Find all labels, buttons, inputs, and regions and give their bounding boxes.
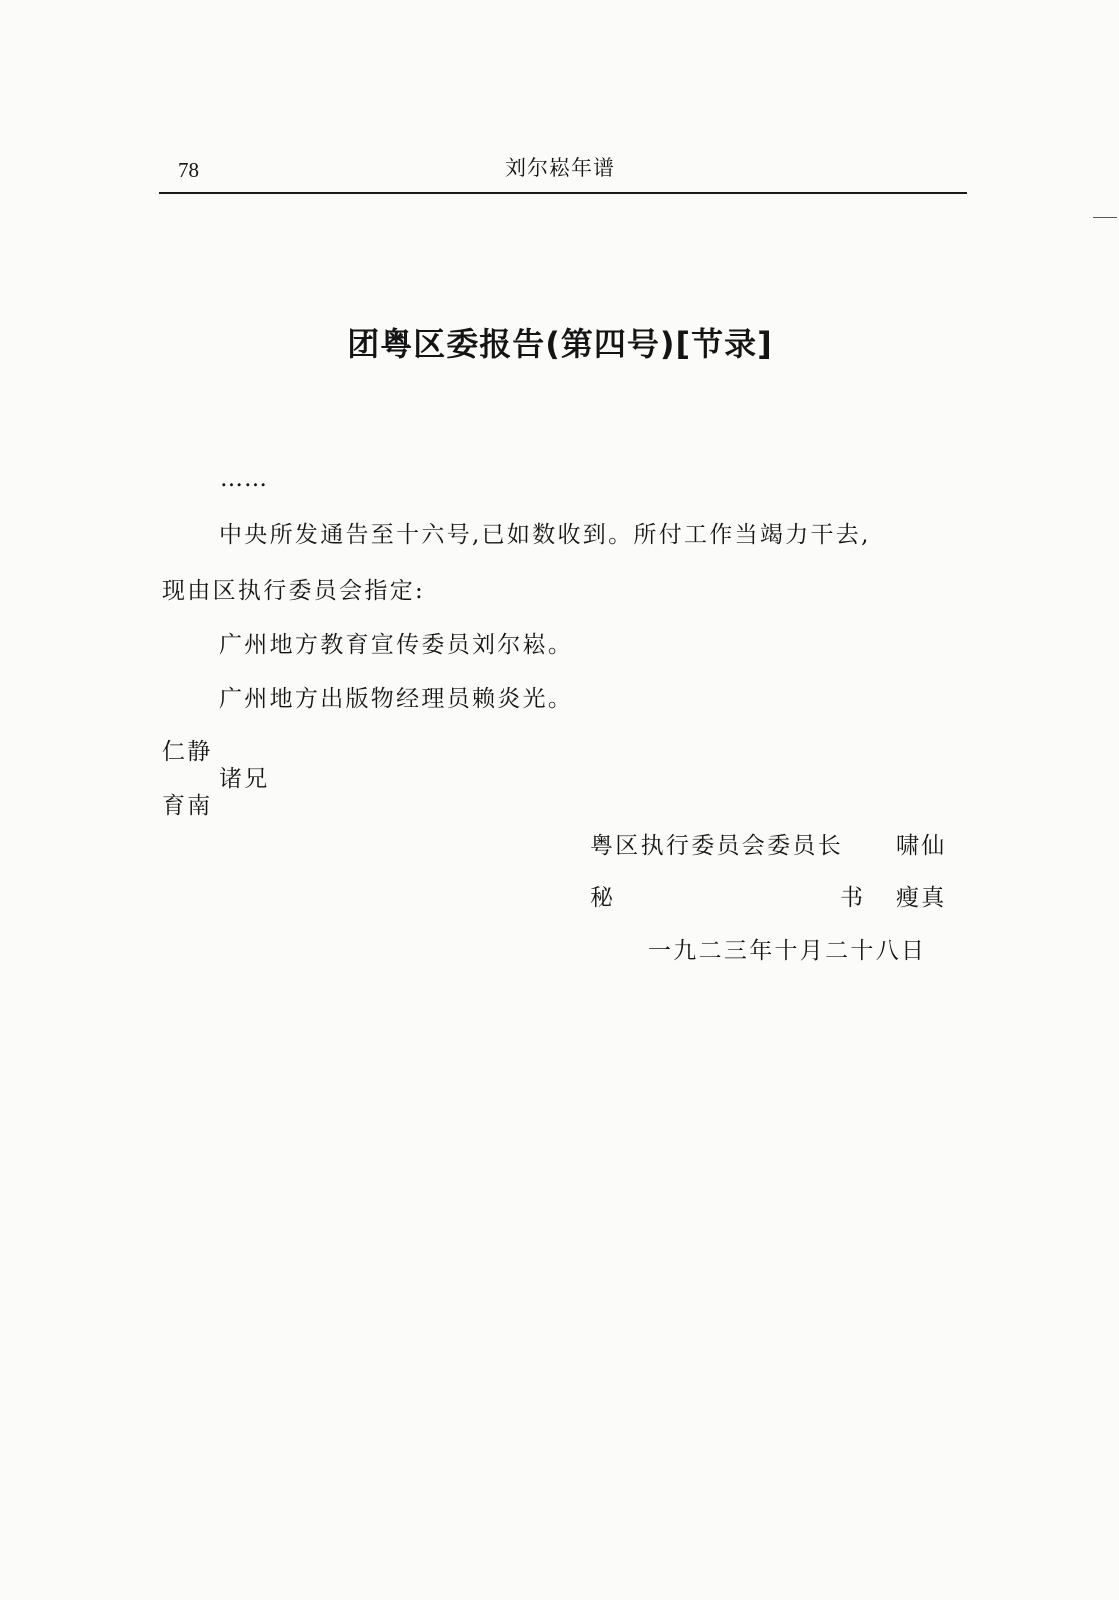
appointment-1: 广州地方教育宣传委员刘尔崧。	[219, 632, 574, 658]
paragraph-line-1: 中央所发通告至十六号,已如数收到。所付工作当竭力干去,	[219, 522, 871, 548]
document-date: 一九二三年十月二十八日	[648, 938, 927, 964]
signatory-title-2a: 秘	[590, 885, 616, 911]
running-head: 刘尔崧年谱	[505, 156, 615, 180]
appointment-2: 广州地方出版物经理员赖炎光。	[219, 686, 574, 712]
addressee-1: 仁静	[162, 739, 213, 765]
header-rule	[159, 192, 967, 194]
page-number: 78	[178, 158, 199, 182]
margin-mark	[1093, 217, 1117, 218]
signatory-title-1: 粤区执行委员会委员长	[590, 833, 843, 859]
paragraph-line-2: 现由区执行委员会指定:	[162, 578, 426, 604]
addressee-2: 育南	[162, 793, 213, 819]
signatory-name-2: 瘦真	[896, 885, 947, 911]
signatory-name-1: 啸仙	[896, 833, 947, 859]
document-title: 团粤区委报告(第四号)[节录]	[347, 325, 773, 363]
addressee-group: 诸兄	[219, 766, 270, 792]
signatory-title-2b: 书	[840, 885, 866, 911]
omission-ellipsis: ……	[220, 466, 268, 492]
